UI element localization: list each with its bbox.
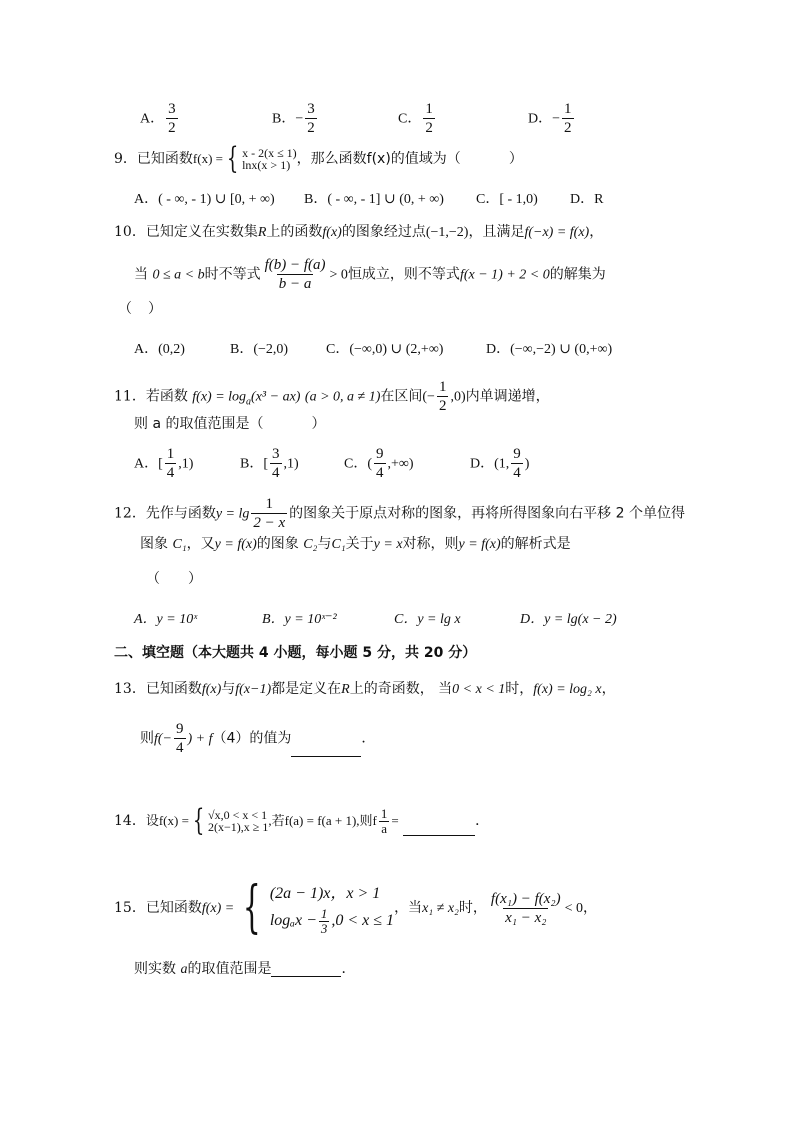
- q10-option-c: C．(−∞,0) ∪ (2,+∞): [326, 342, 444, 357]
- q9-stem: 9．已知函数f(x) = { x - 2(x ≤ 1) lnx(x > 1) ，那么函数f(x)的值域为（ ）: [114, 141, 523, 176]
- q10-option-b: B．(−2,0): [230, 342, 289, 357]
- q14-piecewise: { √x,0 < x < 1 2(x−1),x ≥ 1: [192, 803, 269, 838]
- q13-stem: 13．已知函数f(x)与f(x−1)都是定义在R上的奇函数， 当0 < x < 1时，f(x) = log₂ x，: [114, 681, 616, 697]
- q11-option-b: B．[ $\frac{3}{4}$ ,1): [240, 446, 299, 481]
- q10-option-d: D．(−∞,−2) ∪ (0,+∞): [486, 342, 613, 357]
- q12-option-b: B．y = 10ˣ⁻²: [262, 612, 337, 627]
- q9-option-b: B．( - ∞, - 1] ∪ (0, + ∞): [304, 192, 444, 207]
- q15-answer-blank[interactable]: [271, 962, 341, 977]
- q13-stem-line2: 则f(− $\frac{9}{4}$ ) + f（4）的值为 ．: [140, 721, 376, 756]
- q11-option-d: D．(1, $\frac{9}{4}$ ): [470, 446, 530, 481]
- q12-option-c: C．y = lg x: [394, 612, 461, 627]
- q8-option-c: C． $\frac{1}{2}$: [398, 101, 433, 136]
- q11-option-a: A．[ $\frac{1}{4}$ ,1): [134, 446, 194, 481]
- section-heading-fill-in: 二、填空题（本大题共 4 小题，每小题 5 分，共 20 分）: [114, 645, 477, 661]
- q15-piecewise: { (2a − 1)x，x > 1 logₐx − $\frac{1}{3}$ ,0 < x ≤ 1: [243, 875, 395, 940]
- q12-option-a: A．y = 10ˣ: [134, 612, 198, 627]
- q8-option-d: D．− $\frac{1}{2}$: [528, 101, 572, 136]
- q15-stem: 15．已知函数f(x) = { (2a − 1)x，x > 1 logₐx − $\frac{1}{3}$ ,0 < x ≤ 1 ，当x₁ ≠ x₂时， $\frac{\text{f(x₁) − f(x₂)}}{\text{x₁ − x₂}}$ < 0，: [114, 875, 598, 940]
- q11-stem: 11．若函数 $f(x) = \log_a(x^3 - ax) (a > 0$, a ≠ 1)在区间(− $\frac{1}{2}$ ,0)内单调递增，: [114, 379, 550, 414]
- q8-option-b: B．− $\frac{3}{2}$: [272, 101, 315, 136]
- q9-option-a: A．( - ∞, - 1) ∪ [0, + ∞): [134, 192, 275, 207]
- q10-stem-line2: 当 0 ≤ a < b时不等式 $\frac{f(b) - f(a)}{b - a}$ > 0恒成立，则不等式f(x − 1) + 2 < 0的解集为: [134, 257, 606, 292]
- q11-option-c: C．( $\frac{9}{4}$ ,+∞): [344, 446, 414, 481]
- q14-stem: 14．设f(x) = { √x,0 < x < 1 2(x−1),x ≥ 1 ,若f(a) = f(a + 1),则f $\frac{1}{a}$ = ．: [114, 803, 490, 838]
- q15-stem-line2: 则实数 a的取值范围是 ．: [134, 961, 356, 977]
- q11-stem-line2: 则 a 的取值范围是（ ）: [134, 416, 326, 432]
- q9-option-d: D．R: [570, 192, 604, 207]
- q12-answer-paren: （ ）: [146, 571, 202, 587]
- q8-option-a: A． $\frac{3}{2}$: [140, 101, 176, 136]
- q10-fraction: $\frac{f(b) - f(a)}{b - a}$: [264, 257, 326, 292]
- q14-answer-blank[interactable]: [403, 821, 475, 836]
- q10-stem-line1: 10．已知定义在实数集R上的函数f(x)的图象经过点(−1,−2)，且满足f(−x) = f(x)，: [114, 224, 604, 240]
- q9-option-c: C．[ - 1,0): [476, 192, 538, 207]
- q10-answer-paren: （ ）: [118, 301, 162, 317]
- q9-piecewise: { x - 2(x ≤ 1) lnx(x > 1): [226, 141, 297, 176]
- q10-option-a: A．(0,2): [134, 342, 185, 357]
- q12-option-d: D．y = lg(x − 2): [520, 612, 617, 627]
- q13-answer-blank[interactable]: [291, 742, 361, 757]
- q12-stem: 12．先作与函数y = lg $\frac{1}{2 - x}$ 的图象关于原点对称的图象，再将所得图象向右平移 2 个单位得: [114, 496, 685, 531]
- q12-stem-line2: 图象 C₁，又y = f(x)的图象 C₂与C₁关于y = x对称，则y = f(x)的解析式是: [140, 536, 571, 552]
